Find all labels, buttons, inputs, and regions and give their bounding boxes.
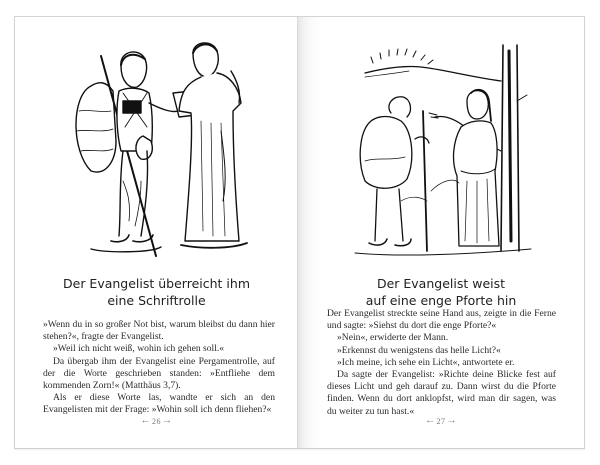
paragraph: Der Evangelist streckte seine Hand aus, zeigte in die Ferne und sagte: »Siehst du dort die enge Pforte?« [327,308,556,332]
left-page-body [43,319,275,417]
illustration-evangelist-hands-scroll [61,31,261,261]
left-page-heading [15,275,298,309]
heading-line-1: Der Evangelist weist [376,276,506,291]
paragraph: Als er diese Worte las, wandte er sich an den Evangelisten mit der Frage: »Wohin soll ich denn fliehen?« [43,392,275,416]
right-page-heading [298,275,584,309]
left-page [15,17,298,448]
pilgrim-and-monk-drawing-icon [61,31,261,261]
paragraph: »Wenn du in so großer Not bist, warum bleibst du dann hier stehen?«, fragte der Evangelist. [43,319,275,343]
right-page [298,17,584,448]
paragraph: »Nein«, erwiderte der Mann. [337,332,449,344]
paragraph: »Weil ich nicht weiß, wohin ich gehen soll.« [53,343,225,355]
page-number-right: ⇠ 27 ⇢ [426,417,456,426]
heading-line-1: Der Evangelist überreicht ihm [63,276,250,291]
open-book-spread [14,16,585,449]
paragraph: Da übergab ihm der Evangelist eine Pergamentrolle, auf der die Worte geschrieben standen: »Entfliehe dem kommenden Zorn!« (Matthäus 3,7). [43,355,275,392]
heading-line-2: eine Schriftrolle [107,293,206,308]
right-page-body [327,308,556,418]
illustration-evangelist-points-to-gate [341,31,541,261]
paragraph: »Ich meine, ich sehe ein Licht«, antwortete er. [337,356,515,368]
page-number-left: ⇠ 26 ⇢ [142,417,171,426]
paragraph: »Erkennst du wenigstens das helle Licht?« [337,344,501,356]
heading-line-2: auf eine enge Pforte hin [365,293,517,308]
monk-pointing-drawing-icon [341,31,541,261]
paragraph: Da sagte der Evangelist: »Richte deine Blicke fest auf dieses Licht und geh darauf zu. Dann wirst du die Pforte finden. Wenn du dort anklopfst, wird man dir sagen, was du weiter zu tun hast.« [327,369,556,417]
